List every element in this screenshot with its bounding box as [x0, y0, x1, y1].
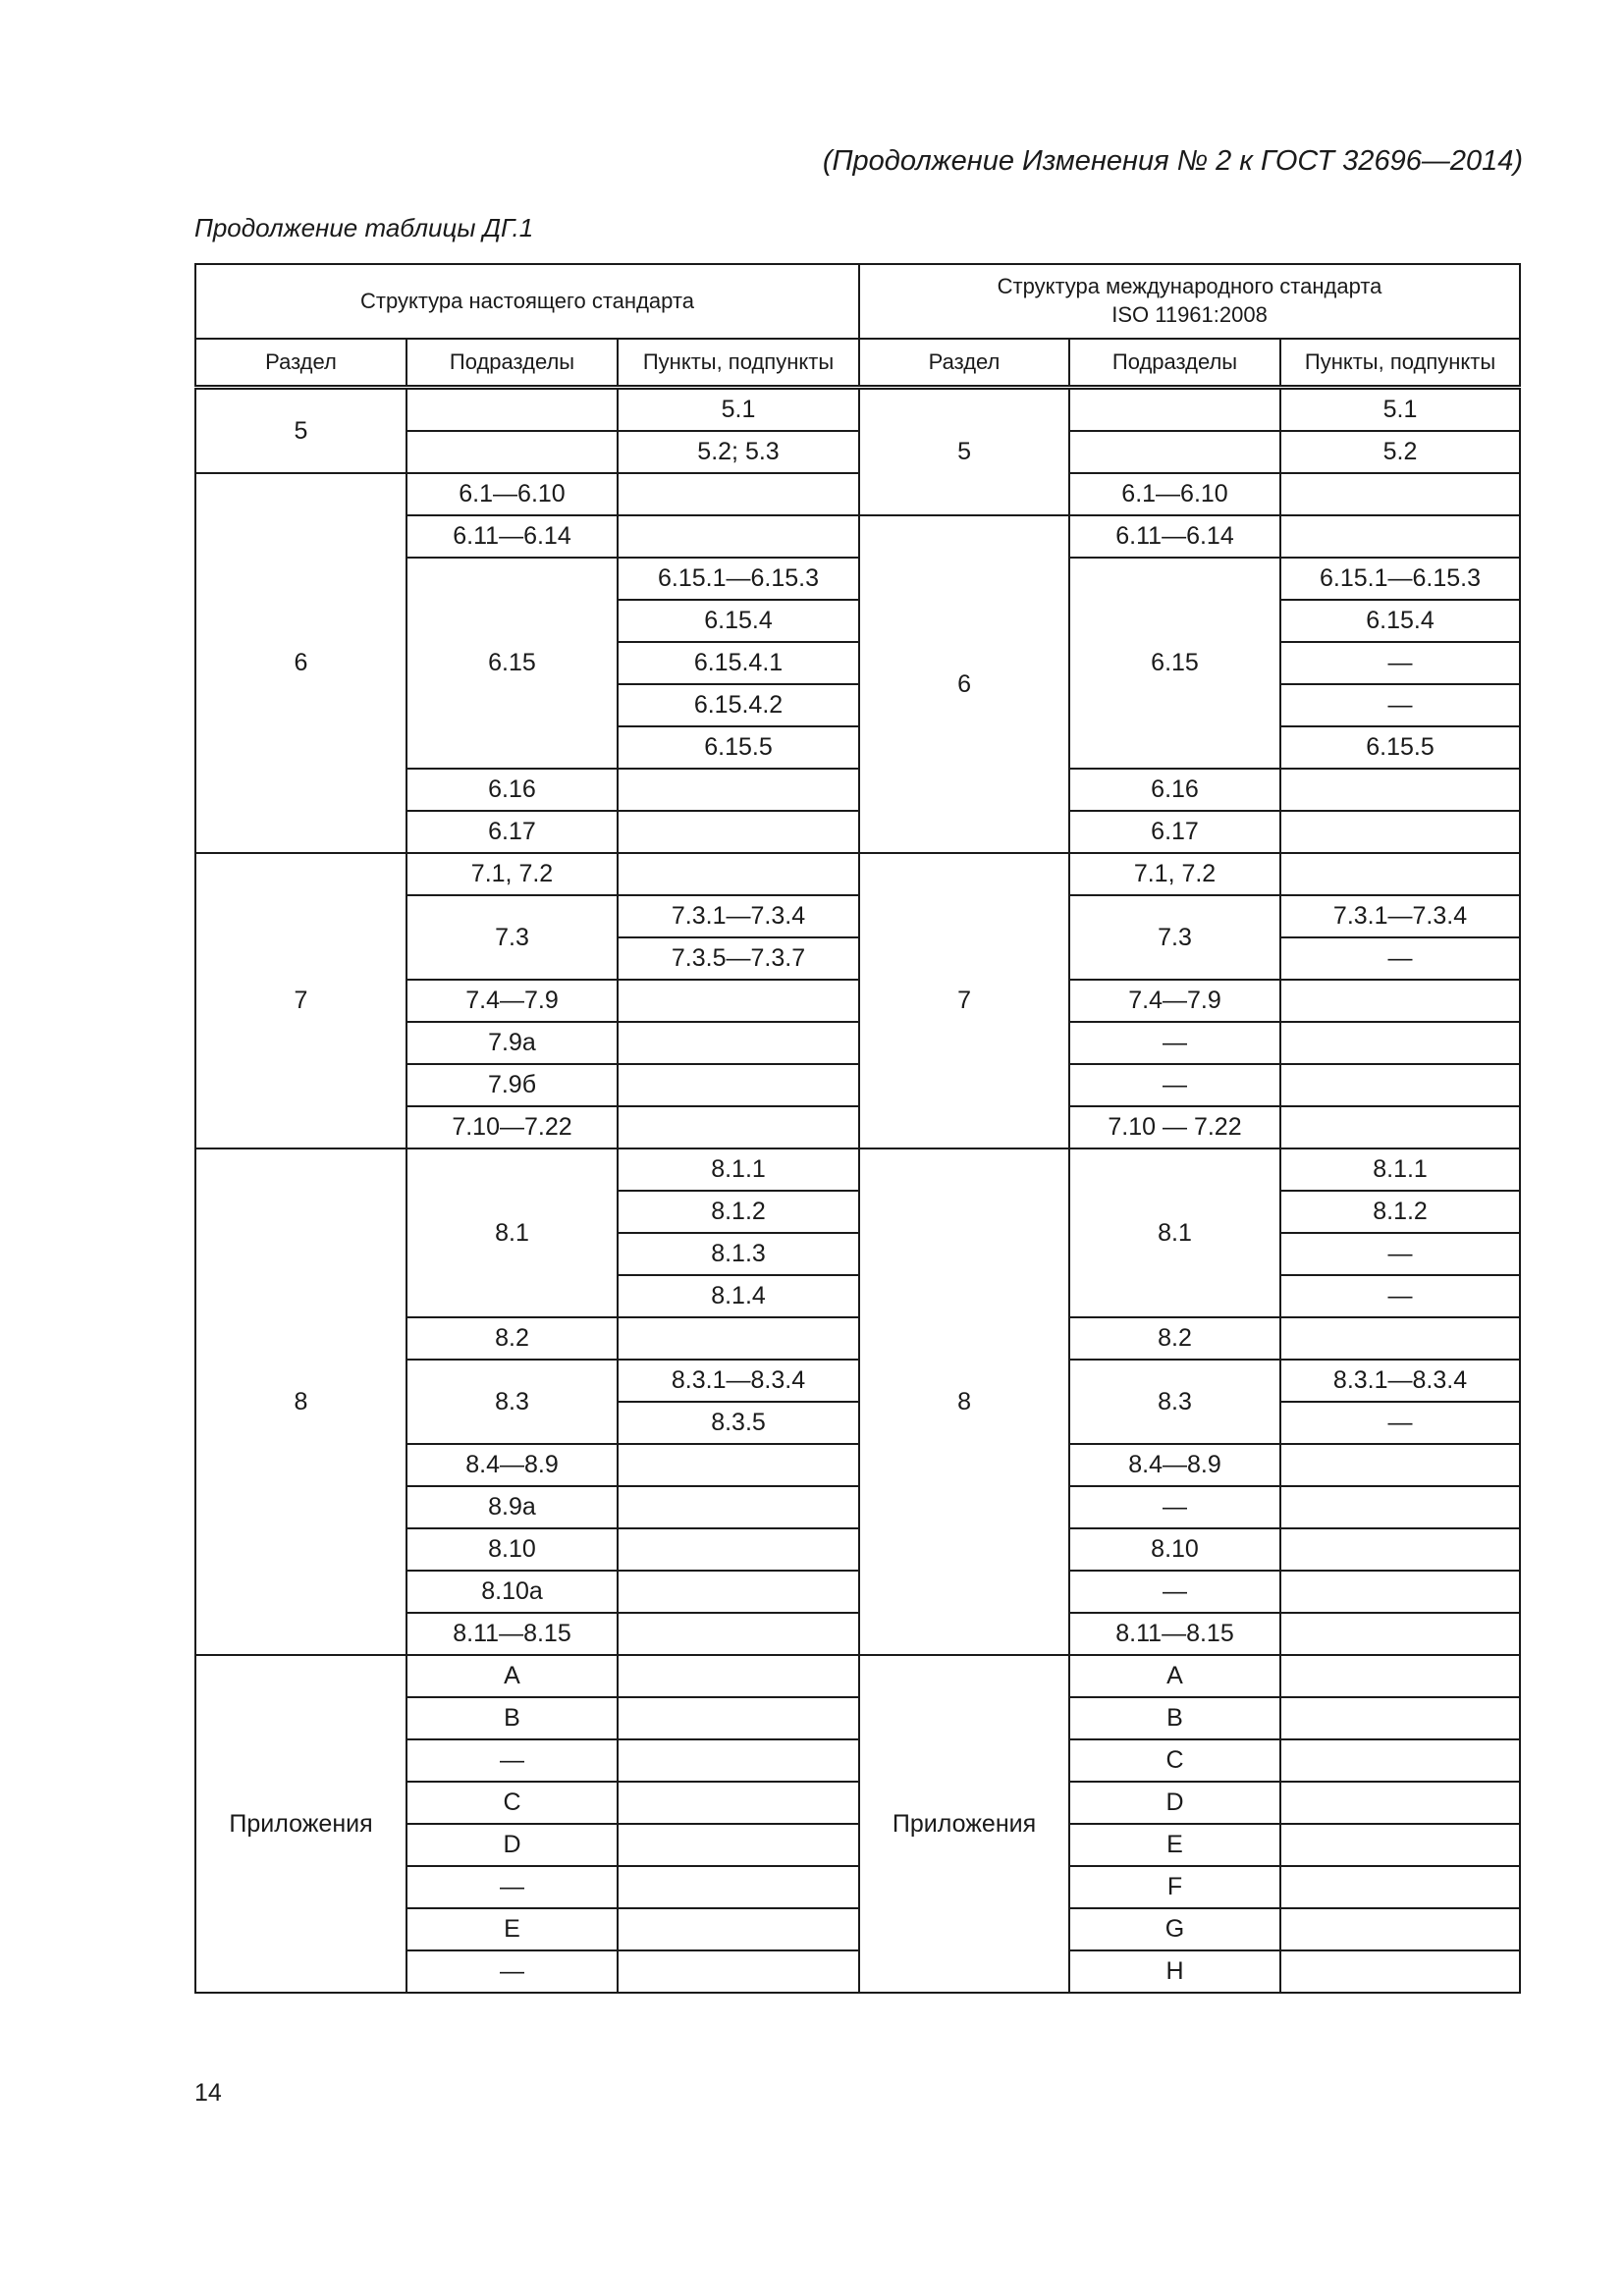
- col-header-section-left: Раздел: [195, 339, 406, 388]
- subsection-cell: E: [1069, 1824, 1280, 1866]
- structure-comparison-table: [194, 263, 1521, 1994]
- subsection-cell: 6.11—6.14: [1069, 515, 1280, 558]
- col-header-subsections-right: Подразделы: [1069, 339, 1280, 388]
- clause-cell: [1280, 769, 1520, 811]
- clause-cell: 5.2; 5.3: [618, 431, 859, 473]
- clause-cell: —: [1280, 684, 1520, 726]
- subsection-cell: D: [406, 1824, 618, 1866]
- subsection-cell: 8.11—8.15: [406, 1613, 618, 1655]
- table-row: [195, 388, 1520, 432]
- subsection-cell: 8.1: [1069, 1148, 1280, 1317]
- clause-cell: [1280, 1106, 1520, 1148]
- clause-cell: [1280, 1022, 1520, 1064]
- subsection-cell: F: [1069, 1866, 1280, 1908]
- subsection-cell: 6.15: [406, 558, 618, 769]
- subsection-cell: —: [406, 1739, 618, 1782]
- clause-cell: [618, 1022, 859, 1064]
- table-header-row-columns: [195, 339, 1520, 388]
- subsection-cell: 7.1, 7.2: [406, 853, 618, 895]
- subsection-cell: 8.10а: [406, 1571, 618, 1613]
- section-cell: 6: [859, 515, 1069, 853]
- clause-cell: [618, 1064, 859, 1106]
- subsection-cell: C: [406, 1782, 618, 1824]
- subsection-cell: E: [406, 1908, 618, 1950]
- col-header-clauses-right: Пункты, подпункты: [1280, 339, 1520, 388]
- clause-cell: 8.1.1: [618, 1148, 859, 1191]
- clause-cell: [1280, 1528, 1520, 1571]
- clause-cell: —: [1280, 1402, 1520, 1444]
- clause-cell: 6.15.5: [1280, 726, 1520, 769]
- clause-cell: 6.15.4.1: [618, 642, 859, 684]
- clause-cell: [618, 769, 859, 811]
- clause-cell: 5.1: [618, 388, 859, 432]
- subsection-cell: G: [1069, 1908, 1280, 1950]
- subsection-cell: 7.1, 7.2: [1069, 853, 1280, 895]
- clause-cell: [618, 1782, 859, 1824]
- subsection-cell: 8.4—8.9: [1069, 1444, 1280, 1486]
- clause-cell: 8.1.3: [618, 1233, 859, 1275]
- subsection-cell: [1069, 388, 1280, 432]
- page-number: 14: [194, 2079, 222, 2107]
- subsection-cell: H: [1069, 1950, 1280, 1993]
- subsection-cell: B: [406, 1697, 618, 1739]
- subsection-cell: 8.3: [1069, 1360, 1280, 1444]
- clause-cell: [1280, 811, 1520, 853]
- clause-cell: [618, 1908, 859, 1950]
- group-header-right-line2: ISO 11961:2008: [1111, 302, 1268, 327]
- clause-cell: [1280, 1950, 1520, 1993]
- subsection-cell: [1069, 431, 1280, 473]
- clause-cell: 6.15.4.2: [618, 684, 859, 726]
- clause-cell: [618, 473, 859, 515]
- clause-cell: [618, 1697, 859, 1739]
- clause-cell: [618, 1866, 859, 1908]
- clause-cell: [1280, 1782, 1520, 1824]
- subsection-cell: —: [1069, 1064, 1280, 1106]
- clause-cell: —: [1280, 642, 1520, 684]
- structure-comparison-table-wrapper: [194, 263, 1519, 1994]
- clause-cell: [618, 1655, 859, 1697]
- clause-cell: 5.1: [1280, 388, 1520, 432]
- section-cell: 8: [195, 1148, 406, 1655]
- subsection-cell: 6.11—6.14: [406, 515, 618, 558]
- clause-cell: 7.3.1—7.3.4: [1280, 895, 1520, 937]
- section-cell: 7: [859, 853, 1069, 1148]
- table-row: [195, 1148, 1520, 1191]
- clause-cell: [1280, 1824, 1520, 1866]
- subsection-cell: 7.10—7.22: [406, 1106, 618, 1148]
- clause-cell: [618, 1106, 859, 1148]
- subsection-cell: 6.1—6.10: [1069, 473, 1280, 515]
- clause-cell: [618, 1613, 859, 1655]
- subsection-cell: 8.9а: [406, 1486, 618, 1528]
- clause-cell: [618, 1824, 859, 1866]
- subsection-cell: —: [406, 1950, 618, 1993]
- clause-cell: [1280, 1064, 1520, 1106]
- group-header-this-standard: Структура настоящего стандарта: [195, 264, 859, 339]
- clause-cell: [1280, 1655, 1520, 1697]
- subsection-cell: 6.17: [1069, 811, 1280, 853]
- clause-cell: [618, 811, 859, 853]
- subsection-cell: [406, 431, 618, 473]
- section-cell: 7: [195, 853, 406, 1148]
- clause-cell: [1280, 1613, 1520, 1655]
- subsection-cell: 8.11—8.15: [1069, 1613, 1280, 1655]
- clause-cell: [1280, 473, 1520, 515]
- clause-cell: —: [1280, 937, 1520, 980]
- clause-cell: [1280, 1444, 1520, 1486]
- clause-cell: [618, 1317, 859, 1360]
- clause-cell: [618, 853, 859, 895]
- subsection-cell: 6.1—6.10: [406, 473, 618, 515]
- subsection-cell: 7.9б: [406, 1064, 618, 1106]
- subsection-cell: —: [1069, 1486, 1280, 1528]
- subsection-cell: 8.10: [1069, 1528, 1280, 1571]
- table-row: [195, 473, 1520, 515]
- clause-cell: [618, 980, 859, 1022]
- section-cell: Приложения: [195, 1655, 406, 1993]
- clause-cell: [618, 1950, 859, 1993]
- subsection-cell: 8.4—8.9: [406, 1444, 618, 1486]
- clause-cell: 8.1.1: [1280, 1148, 1520, 1191]
- clause-cell: [1280, 515, 1520, 558]
- col-header-section-right: Раздел: [859, 339, 1069, 388]
- subsection-cell: 6.17: [406, 811, 618, 853]
- clause-cell: [1280, 1866, 1520, 1908]
- subsection-cell: 7.3: [406, 895, 618, 980]
- clause-cell: [1280, 1571, 1520, 1613]
- subsection-cell: —: [1069, 1022, 1280, 1064]
- subsection-cell: 8.3: [406, 1360, 618, 1444]
- table-header-row-groups: [195, 264, 1520, 339]
- subsection-cell: 7.4—7.9: [406, 980, 618, 1022]
- subsection-cell: 8.2: [406, 1317, 618, 1360]
- section-cell: 6: [195, 473, 406, 853]
- clause-cell: [618, 1528, 859, 1571]
- clause-cell: 8.3.1—8.3.4: [618, 1360, 859, 1402]
- clause-cell: [1280, 1317, 1520, 1360]
- col-header-subsections-left: Подразделы: [406, 339, 618, 388]
- clause-cell: [1280, 1739, 1520, 1782]
- document-header-note: (Продолжение Изменения № 2 к ГОСТ 32696—2014): [822, 145, 1523, 177]
- subsection-cell: [406, 388, 618, 432]
- section-cell: 5: [859, 388, 1069, 516]
- subsection-cell: 6.15: [1069, 558, 1280, 769]
- group-header-international-standard: [859, 264, 1520, 339]
- clause-cell: —: [1280, 1275, 1520, 1317]
- clause-cell: [1280, 1486, 1520, 1528]
- clause-cell: [1280, 980, 1520, 1022]
- table-row: [195, 853, 1520, 895]
- subsection-cell: C: [1069, 1739, 1280, 1782]
- clause-cell: [618, 515, 859, 558]
- section-cell: Приложения: [859, 1655, 1069, 1993]
- clause-cell: [618, 1571, 859, 1613]
- clause-cell: 6.15.4: [1280, 600, 1520, 642]
- clause-cell: [1280, 1697, 1520, 1739]
- subsection-cell: 8.2: [1069, 1317, 1280, 1360]
- clause-cell: —: [1280, 1233, 1520, 1275]
- clause-cell: 5.2: [1280, 431, 1520, 473]
- clause-cell: 6.15.1—6.15.3: [1280, 558, 1520, 600]
- section-cell: 8: [859, 1148, 1069, 1655]
- subsection-cell: 7.9а: [406, 1022, 618, 1064]
- clause-cell: [618, 1444, 859, 1486]
- table-row: [195, 1655, 1520, 1697]
- subsection-cell: A: [406, 1655, 618, 1697]
- clause-cell: 6.15.4: [618, 600, 859, 642]
- subsection-cell: 8.1: [406, 1148, 618, 1317]
- clause-cell: [618, 1739, 859, 1782]
- subsection-cell: —: [406, 1866, 618, 1908]
- subsection-cell: —: [1069, 1571, 1280, 1613]
- clause-cell: [618, 1486, 859, 1528]
- subsection-cell: D: [1069, 1782, 1280, 1824]
- clause-cell: 8.1.2: [618, 1191, 859, 1233]
- table-caption: Продолжение таблицы ДГ.1: [194, 213, 534, 242]
- clause-cell: 7.3.5—7.3.7: [618, 937, 859, 980]
- subsection-cell: 7.10 — 7.22: [1069, 1106, 1280, 1148]
- clause-cell: 8.3.5: [618, 1402, 859, 1444]
- col-header-clauses-left: Пункты, подпункты: [618, 339, 859, 388]
- group-header-right-line1: Структура международного стандарта: [997, 274, 1382, 299]
- subsection-cell: B: [1069, 1697, 1280, 1739]
- clause-cell: [1280, 1908, 1520, 1950]
- section-cell: 5: [195, 388, 406, 474]
- clause-cell: 8.1.2: [1280, 1191, 1520, 1233]
- subsection-cell: 6.16: [406, 769, 618, 811]
- subsection-cell: 6.16: [1069, 769, 1280, 811]
- clause-cell: 7.3.1—7.3.4: [618, 895, 859, 937]
- subsection-cell: A: [1069, 1655, 1280, 1697]
- subsection-cell: 8.10: [406, 1528, 618, 1571]
- clause-cell: 6.15.5: [618, 726, 859, 769]
- subsection-cell: 7.4—7.9: [1069, 980, 1280, 1022]
- clause-cell: 8.1.4: [618, 1275, 859, 1317]
- subsection-cell: 7.3: [1069, 895, 1280, 980]
- clause-cell: [1280, 853, 1520, 895]
- clause-cell: 6.15.1—6.15.3: [618, 558, 859, 600]
- clause-cell: 8.3.1—8.3.4: [1280, 1360, 1520, 1402]
